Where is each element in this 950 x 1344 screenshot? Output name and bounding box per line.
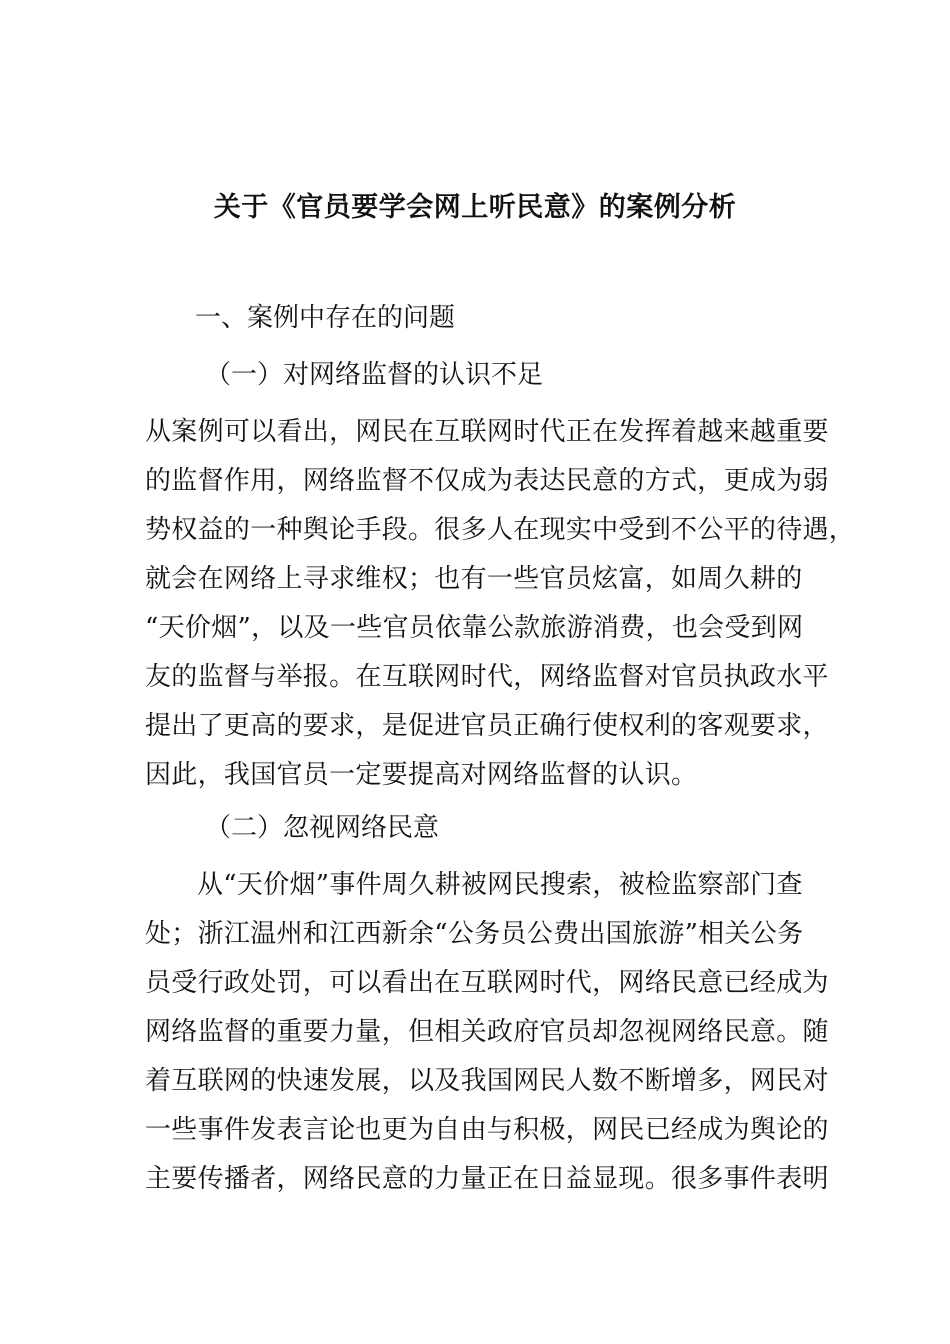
- paragraph-line: 网络监督的重要力量，但相关政府官员却忽视网络民意。随: [145, 1017, 829, 1047]
- paragraph-line: 势权益的一种舆论手段。很多人在现实中受到不公平的待遇，: [145, 515, 856, 545]
- paragraph-line: 因此，我国官员一定要提高对网络监督的认识。: [145, 760, 698, 790]
- paragraph-line: 处；浙江温州和江西新余“公务员公费出国旅游”相关公务: [145, 919, 804, 949]
- paragraph-line: 一些事件发表言论也更为自由与积极，网民已经成为舆论的: [145, 1115, 829, 1145]
- subsection-heading-awareness: （一）对网络监督的认识不足: [205, 360, 544, 390]
- paragraph-line: 提出了更高的要求，是促进官员正确行使权利的客观要求，: [145, 711, 829, 741]
- section-heading-problems: 一、案例中存在的问题: [195, 303, 456, 333]
- paragraph-line: 从案例可以看出，网民在互联网时代正在发挥着越来越重要: [145, 417, 829, 447]
- paragraph-line: 从“天价烟”事件周久耕被网民搜索，被检监察部门查: [197, 870, 803, 900]
- paragraph-line: “天价烟”，以及一些官员依靠公款旅游消费，也会受到网: [145, 613, 804, 643]
- subsection-heading-ignoring-opinion: （二）忽视网络民意: [205, 813, 440, 843]
- paragraph-line: 员受行政处罚，可以看出在互联网时代，网络民意已经成为: [145, 968, 829, 998]
- paragraph-network-supervision: [145, 408, 856, 800]
- paragraph-line: 就会在网络上寻求维权；也有一些官员炫富，如周久耕的: [145, 564, 803, 594]
- paragraph-line: 的监督作用，网络监督不仅成为表达民意的方式，更成为弱: [145, 466, 829, 496]
- paragraph-line: 友的监督与举报。在互联网时代，网络监督对官员执政水平: [145, 662, 829, 692]
- paragraph-line: 主要传播者，网络民意的力量正在日益显现。很多事件表明: [145, 1164, 829, 1194]
- document-title: 关于《官员要学会网上听民意》的案例分析: [213, 192, 737, 223]
- paragraph-line: 着互联网的快速发展，以及我国网民人数不断增多，网民对: [145, 1066, 829, 1096]
- paragraph-public-opinion: [145, 861, 835, 1204]
